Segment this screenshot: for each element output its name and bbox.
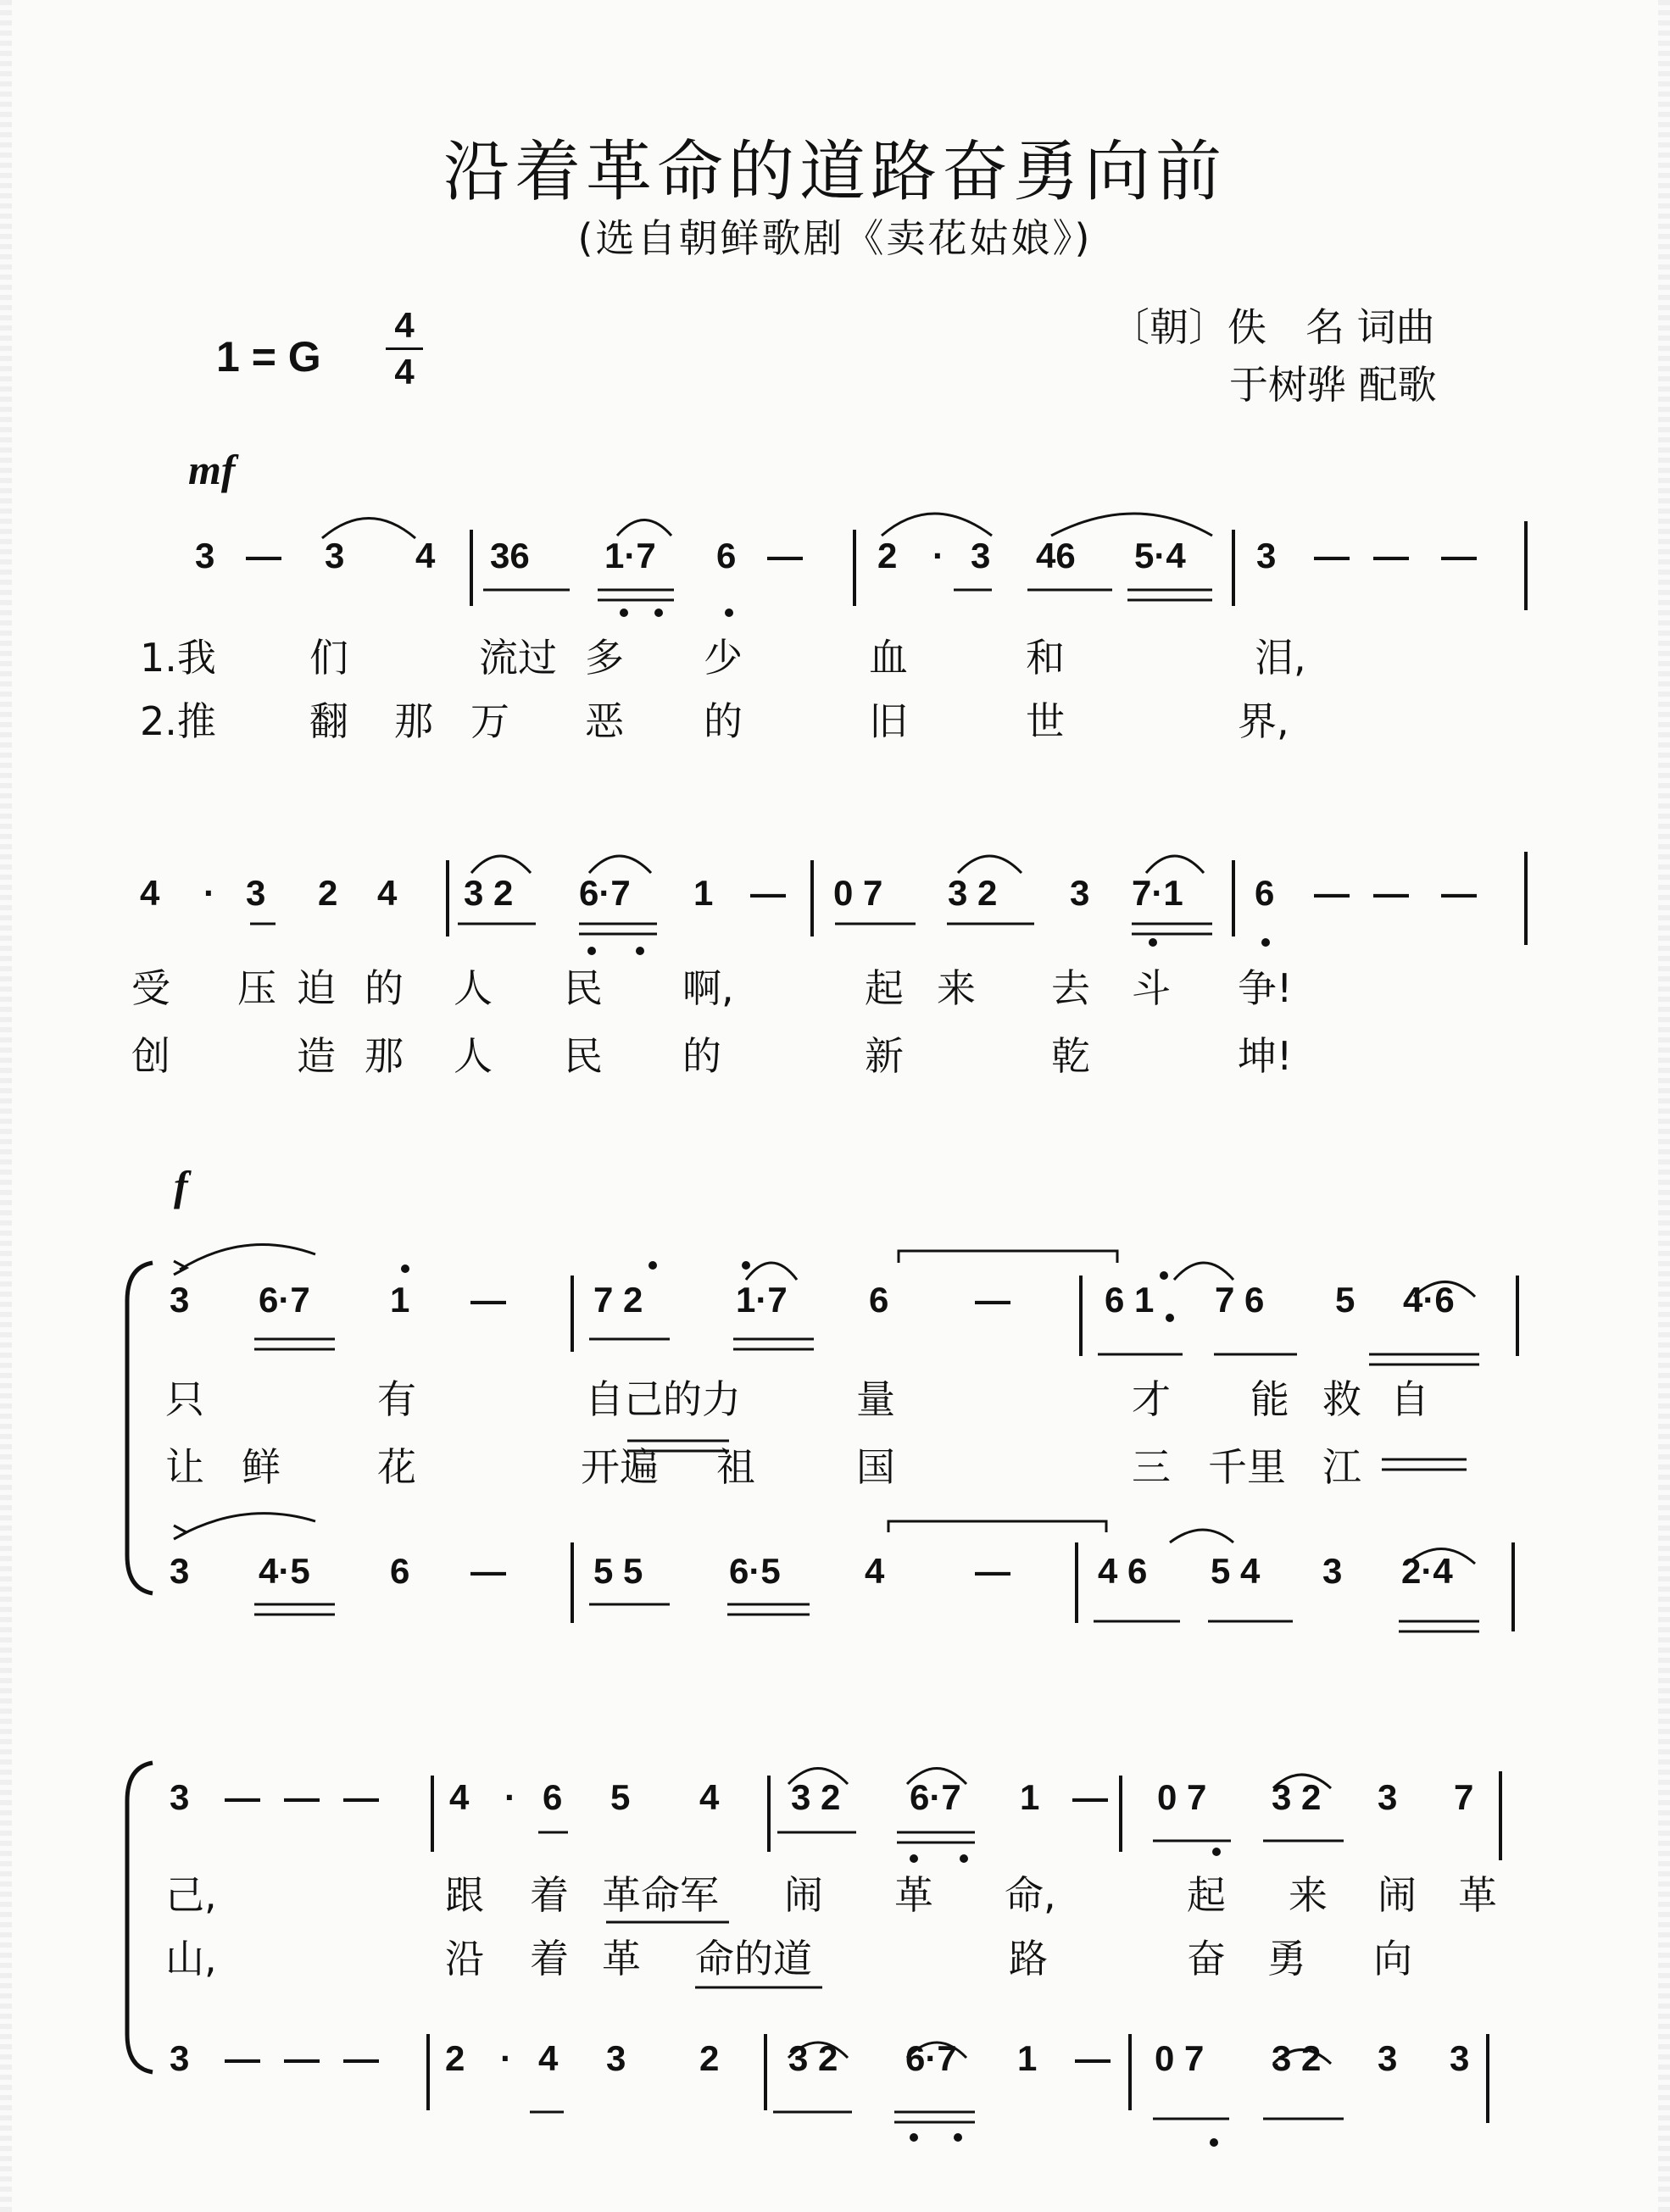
- lyric-syllable: 啊,: [682, 965, 734, 1011]
- octave-dot: [1261, 938, 1270, 947]
- lyric-syllable: 斗: [1132, 965, 1171, 1011]
- lyric-syllable: 恶: [585, 698, 624, 744]
- lyric-syllable: 那: [365, 1033, 404, 1079]
- lyric-syllable: 人: [454, 965, 493, 1011]
- lyric-syllable: 千里: [1208, 1444, 1286, 1490]
- note-token: —: [284, 2038, 320, 2078]
- octave-dot: [725, 609, 733, 617]
- tie-slur: [1273, 2050, 1331, 2065]
- tie-slur: [899, 1251, 1117, 1263]
- system-3-marks: [127, 1244, 1517, 1631]
- note-token: 0 7: [833, 873, 883, 913]
- song-title: 沿着革命的道路奋勇向前: [443, 134, 1227, 210]
- lyric-syllable: 奋: [1187, 1936, 1226, 1981]
- lyric-syllable: 界,: [1238, 698, 1289, 744]
- note-token: 5 4: [1211, 1551, 1261, 1591]
- note-token: 3: [1070, 873, 1090, 913]
- lyric-syllable: 起: [1187, 1872, 1226, 1918]
- note-token: —: [225, 1777, 260, 1817]
- note-token: 0 7: [1155, 2038, 1205, 2078]
- note-token: —: [1441, 536, 1477, 575]
- tie-slur: [322, 519, 415, 539]
- octave-dot: [1160, 1271, 1168, 1280]
- lyric-syllable: 革: [602, 1936, 641, 1981]
- note-token: 2: [445, 2038, 465, 2078]
- note-token: 46: [1036, 536, 1076, 575]
- note-token: 7 2: [593, 1280, 643, 1320]
- note-token: 2: [699, 2038, 720, 2078]
- note-token: 1: [1017, 2038, 1038, 2078]
- note-token: —: [750, 873, 786, 913]
- lyric-syllable: 只: [165, 1376, 204, 1422]
- lyric-syllable: 的: [704, 698, 743, 744]
- note-token: 4·6: [1403, 1280, 1455, 1320]
- note-token: 6: [716, 536, 737, 575]
- note-token: 6: [543, 1777, 563, 1817]
- lyric-syllable: 压: [237, 965, 276, 1011]
- note-token: 3: [195, 536, 215, 575]
- note-token: ·: [504, 1777, 516, 1817]
- lyric-syllable: 勇: [1267, 1936, 1306, 1981]
- note-token: 3: [325, 536, 345, 575]
- lyric-syllable: 己,: [165, 1872, 217, 1918]
- note-token: 6·7: [579, 873, 631, 913]
- note-token: 0 7: [1157, 1777, 1207, 1817]
- note-token: —: [1072, 1777, 1108, 1817]
- note-token: —: [1314, 536, 1350, 575]
- lyric-syllable: 国: [856, 1444, 895, 1490]
- lyric-syllable: 泪,: [1255, 635, 1306, 681]
- lyric-syllable: 有: [377, 1376, 416, 1422]
- note-token: 3 2: [791, 1777, 841, 1817]
- lyric-syllable: 量: [856, 1376, 895, 1422]
- lyric-syllable: 革命军: [602, 1872, 719, 1918]
- key-signature: 1 = G: [216, 333, 321, 381]
- note-token: 5: [610, 1777, 631, 1817]
- brace: [127, 1763, 153, 2072]
- octave-dot: [1166, 1314, 1174, 1322]
- octave-dot: [636, 947, 644, 955]
- note-token: —: [767, 536, 803, 575]
- lyric-syllable: 向: [1373, 1936, 1412, 1981]
- time-signature-bottom: 4: [394, 352, 415, 392]
- octave-dot: [960, 1854, 968, 1863]
- lyric-syllable: 来: [1289, 1872, 1328, 1918]
- system-2-marks: [250, 852, 1526, 955]
- note-token: 3: [170, 1551, 190, 1591]
- lyric-syllable: 迫: [297, 965, 336, 1011]
- tie-slur: [180, 1244, 315, 1270]
- lyric-syllable: 沿: [445, 1936, 484, 1981]
- lyric-syllable: 才: [1132, 1376, 1171, 1422]
- lyric-syllable: 路: [1009, 1936, 1048, 1981]
- lyric-syllable: 起: [865, 965, 904, 1011]
- note-token: 6: [1255, 873, 1275, 913]
- note-token: 3 2: [948, 873, 998, 913]
- lyric-syllable: 的: [682, 1033, 721, 1079]
- tie-slur: [788, 2042, 848, 2058]
- octave-dot: [587, 947, 596, 955]
- note-token: —: [1314, 873, 1350, 913]
- song-subtitle: (选自朝鲜歌剧《卖花姑娘》): [577, 215, 1093, 261]
- lyric-syllable: 血: [869, 635, 908, 681]
- lyric-syllable: 山,: [165, 1936, 217, 1981]
- note-token: 3: [170, 2038, 190, 2078]
- lyric-syllable: 让: [165, 1444, 204, 1490]
- lyric-syllable: 造: [297, 1033, 336, 1079]
- dynamic-marking: f: [174, 1162, 188, 1209]
- note-token: 7 6: [1215, 1280, 1265, 1320]
- octave-dot: [620, 609, 628, 617]
- lyric-syllable: 自: [1390, 1376, 1429, 1422]
- lyric-syllable: 新: [865, 1033, 904, 1079]
- note-token: 1: [1020, 1777, 1040, 1817]
- lyric-syllable: 万: [470, 698, 509, 744]
- lyric-syllable: 花: [377, 1444, 416, 1490]
- note-token: ·: [500, 2038, 512, 2078]
- note-token: —: [1373, 873, 1409, 913]
- lyric-syllable: 多: [585, 635, 624, 681]
- brace: [127, 1263, 153, 1593]
- lyric-syllable: 流过: [479, 635, 557, 681]
- tie-slur: [1273, 1775, 1331, 1788]
- note-token: —: [470, 1280, 506, 1320]
- lyric-syllable: 革: [894, 1872, 933, 1918]
- note-token: 3 2: [788, 2038, 838, 2078]
- octave-dot: [1149, 938, 1157, 947]
- note-token: 5: [1335, 1280, 1355, 1320]
- tie-slur: [617, 520, 671, 536]
- lyric-syllable: 闹: [1378, 1872, 1417, 1918]
- lyric-syllable: 世: [1026, 698, 1065, 744]
- lyric-syllable: 那: [394, 698, 433, 744]
- note-token: 4: [865, 1551, 885, 1591]
- tie-slur: [589, 856, 651, 873]
- lyric-syllable: 民: [564, 965, 603, 1011]
- note-token: 5 5: [593, 1551, 643, 1591]
- lyric-syllable: 1.我: [140, 635, 216, 681]
- tie-slur: [958, 856, 1021, 873]
- octave-dot: [1210, 2138, 1218, 2147]
- note-token: 3: [1256, 536, 1277, 575]
- lyric-syllable: 去: [1051, 965, 1090, 1011]
- credit-lyrics-music: 〔朝〕佚 名 词曲: [1111, 304, 1435, 350]
- tie-slur: [1414, 1282, 1475, 1298]
- lyric-syllable: 人: [454, 1033, 493, 1079]
- lyric-syllable: 们: [309, 635, 348, 681]
- lyric-syllable: 开遍: [581, 1444, 659, 1490]
- lyric-syllable: 旧: [869, 698, 908, 744]
- note-token: —: [1441, 873, 1477, 913]
- note-token: 3: [170, 1280, 190, 1320]
- note-token: 7: [1454, 1777, 1474, 1817]
- note-token: 4: [449, 1777, 470, 1817]
- note-token: 1·7: [736, 1280, 788, 1320]
- note-token: 5·4: [1134, 536, 1186, 575]
- tie-slur: [907, 2042, 966, 2058]
- note-token: 2: [877, 536, 898, 575]
- octave-dot: [910, 1854, 918, 1863]
- note-token: —: [284, 1777, 320, 1817]
- lyric-syllable: 乾: [1051, 1033, 1090, 1079]
- lyric-syllable: 坤!: [1238, 1033, 1293, 1079]
- note-token: 6·7: [905, 2038, 957, 2078]
- lyric-syllable: 江: [1322, 1444, 1361, 1490]
- tie-slur: [907, 1769, 966, 1785]
- note-token: 3: [1378, 2038, 1398, 2078]
- note-token: 3: [246, 873, 266, 913]
- note-token: 3: [1322, 1551, 1343, 1591]
- lyric-syllable: 翻: [309, 698, 348, 744]
- note-token: 4: [699, 1777, 720, 1817]
- lyric-syllable: 2.推: [140, 698, 216, 744]
- note-token: 4: [538, 2038, 559, 2078]
- note-token: ·: [203, 873, 215, 913]
- tie-slur: [746, 1263, 797, 1280]
- credit-arrangement: 于树骅 配歌: [1229, 362, 1437, 408]
- note-token: 6·7: [910, 1777, 961, 1817]
- note-token: 4: [140, 873, 160, 913]
- lyric-syllable: 民: [564, 1033, 603, 1079]
- lyric-syllable: 少: [704, 635, 743, 681]
- note-token: 4: [415, 536, 436, 575]
- lyric-syllable: 命,: [1005, 1872, 1056, 1918]
- lyric-syllable: 闹: [784, 1872, 823, 1918]
- tie-slur: [788, 1769, 848, 1785]
- note-token: —: [470, 1551, 506, 1591]
- accent-mark: [174, 1526, 186, 1539]
- note-token: —: [975, 1280, 1010, 1320]
- tie-slur: [1174, 1263, 1233, 1280]
- note-token: 3: [170, 1777, 190, 1817]
- lyric-syllable: 创: [131, 1033, 170, 1079]
- note-token: 3: [1450, 2038, 1470, 2078]
- lyric-syllable: 自己的力: [585, 1376, 741, 1422]
- note-token: ·: [932, 536, 944, 575]
- lyric-syllable: 受: [131, 965, 170, 1011]
- tie-slur: [1170, 1530, 1233, 1542]
- note-token: 6 1: [1105, 1280, 1155, 1320]
- note-token: —: [975, 1551, 1010, 1591]
- note-token: 4 6: [1098, 1551, 1148, 1591]
- system-1-marks: [322, 514, 1526, 617]
- note-token: —: [225, 2038, 260, 2078]
- note-token: 3: [1378, 1777, 1398, 1817]
- lyric-syllable: 争!: [1238, 965, 1293, 1011]
- note-token: —: [343, 2038, 379, 2078]
- note-token: 6: [869, 1280, 889, 1320]
- tie-slur: [1146, 856, 1204, 873]
- octave-dot: [910, 2133, 918, 2142]
- note-token: 3 2: [1272, 2038, 1322, 2078]
- dynamic-marking: mf: [188, 446, 236, 493]
- note-token: 2: [318, 873, 338, 913]
- note-token: 3 2: [1272, 1777, 1322, 1817]
- note-token: 2·4: [1401, 1551, 1453, 1591]
- lyric-syllable: 跟: [445, 1872, 484, 1918]
- note-token: 7·1: [1132, 873, 1183, 913]
- octave-dot: [401, 1264, 409, 1273]
- lyric-syllable: 革: [1458, 1872, 1497, 1918]
- tie-slur: [1407, 1549, 1475, 1565]
- octave-dot: [654, 609, 663, 617]
- lyric-syllable: 和: [1026, 635, 1065, 681]
- note-token: 6: [390, 1551, 410, 1591]
- note-token: 6·5: [729, 1551, 781, 1591]
- octave-dot: [1212, 1848, 1221, 1856]
- note-token: 1: [693, 873, 714, 913]
- time-signature-top: 4: [394, 305, 415, 345]
- tie-slur: [888, 1521, 1106, 1532]
- lyric-syllable: 祖: [716, 1444, 755, 1490]
- note-token: 3: [971, 536, 991, 575]
- note-token: 1·7: [604, 536, 656, 575]
- octave-dot: [742, 1261, 750, 1270]
- lyric-syllable: 命的道: [695, 1936, 812, 1981]
- lyric-syllable: 着: [530, 1872, 569, 1918]
- system-4-marks: [127, 1763, 1500, 2147]
- note-token: 6·7: [259, 1280, 310, 1320]
- tie-slur: [882, 514, 992, 536]
- note-token: 4: [377, 873, 398, 913]
- tie-slur: [1051, 514, 1212, 536]
- note-token: —: [343, 1777, 379, 1817]
- octave-dot: [954, 2133, 962, 2142]
- tie-slur: [180, 1514, 315, 1536]
- lyric-syllable: 来: [937, 965, 976, 1011]
- note-token: —: [1075, 2038, 1111, 2078]
- lyric-syllable: 鲜: [242, 1444, 281, 1490]
- note-token: 3 2: [464, 873, 514, 913]
- lyric-syllable: 救: [1322, 1376, 1361, 1422]
- note-token: 36: [490, 536, 530, 575]
- note-token: 3: [606, 2038, 626, 2078]
- lyric-syllable: 着: [530, 1936, 569, 1981]
- note-token: —: [246, 536, 281, 575]
- note-token: 1: [390, 1280, 410, 1320]
- lyric-syllable: 的: [365, 965, 404, 1011]
- lyric-syllable: 能: [1250, 1376, 1289, 1422]
- tie-slur: [471, 856, 531, 873]
- octave-dot: [649, 1261, 657, 1270]
- lyric-syllable: 三: [1132, 1444, 1171, 1490]
- note-token: —: [1373, 536, 1409, 575]
- note-token: 4·5: [259, 1551, 310, 1591]
